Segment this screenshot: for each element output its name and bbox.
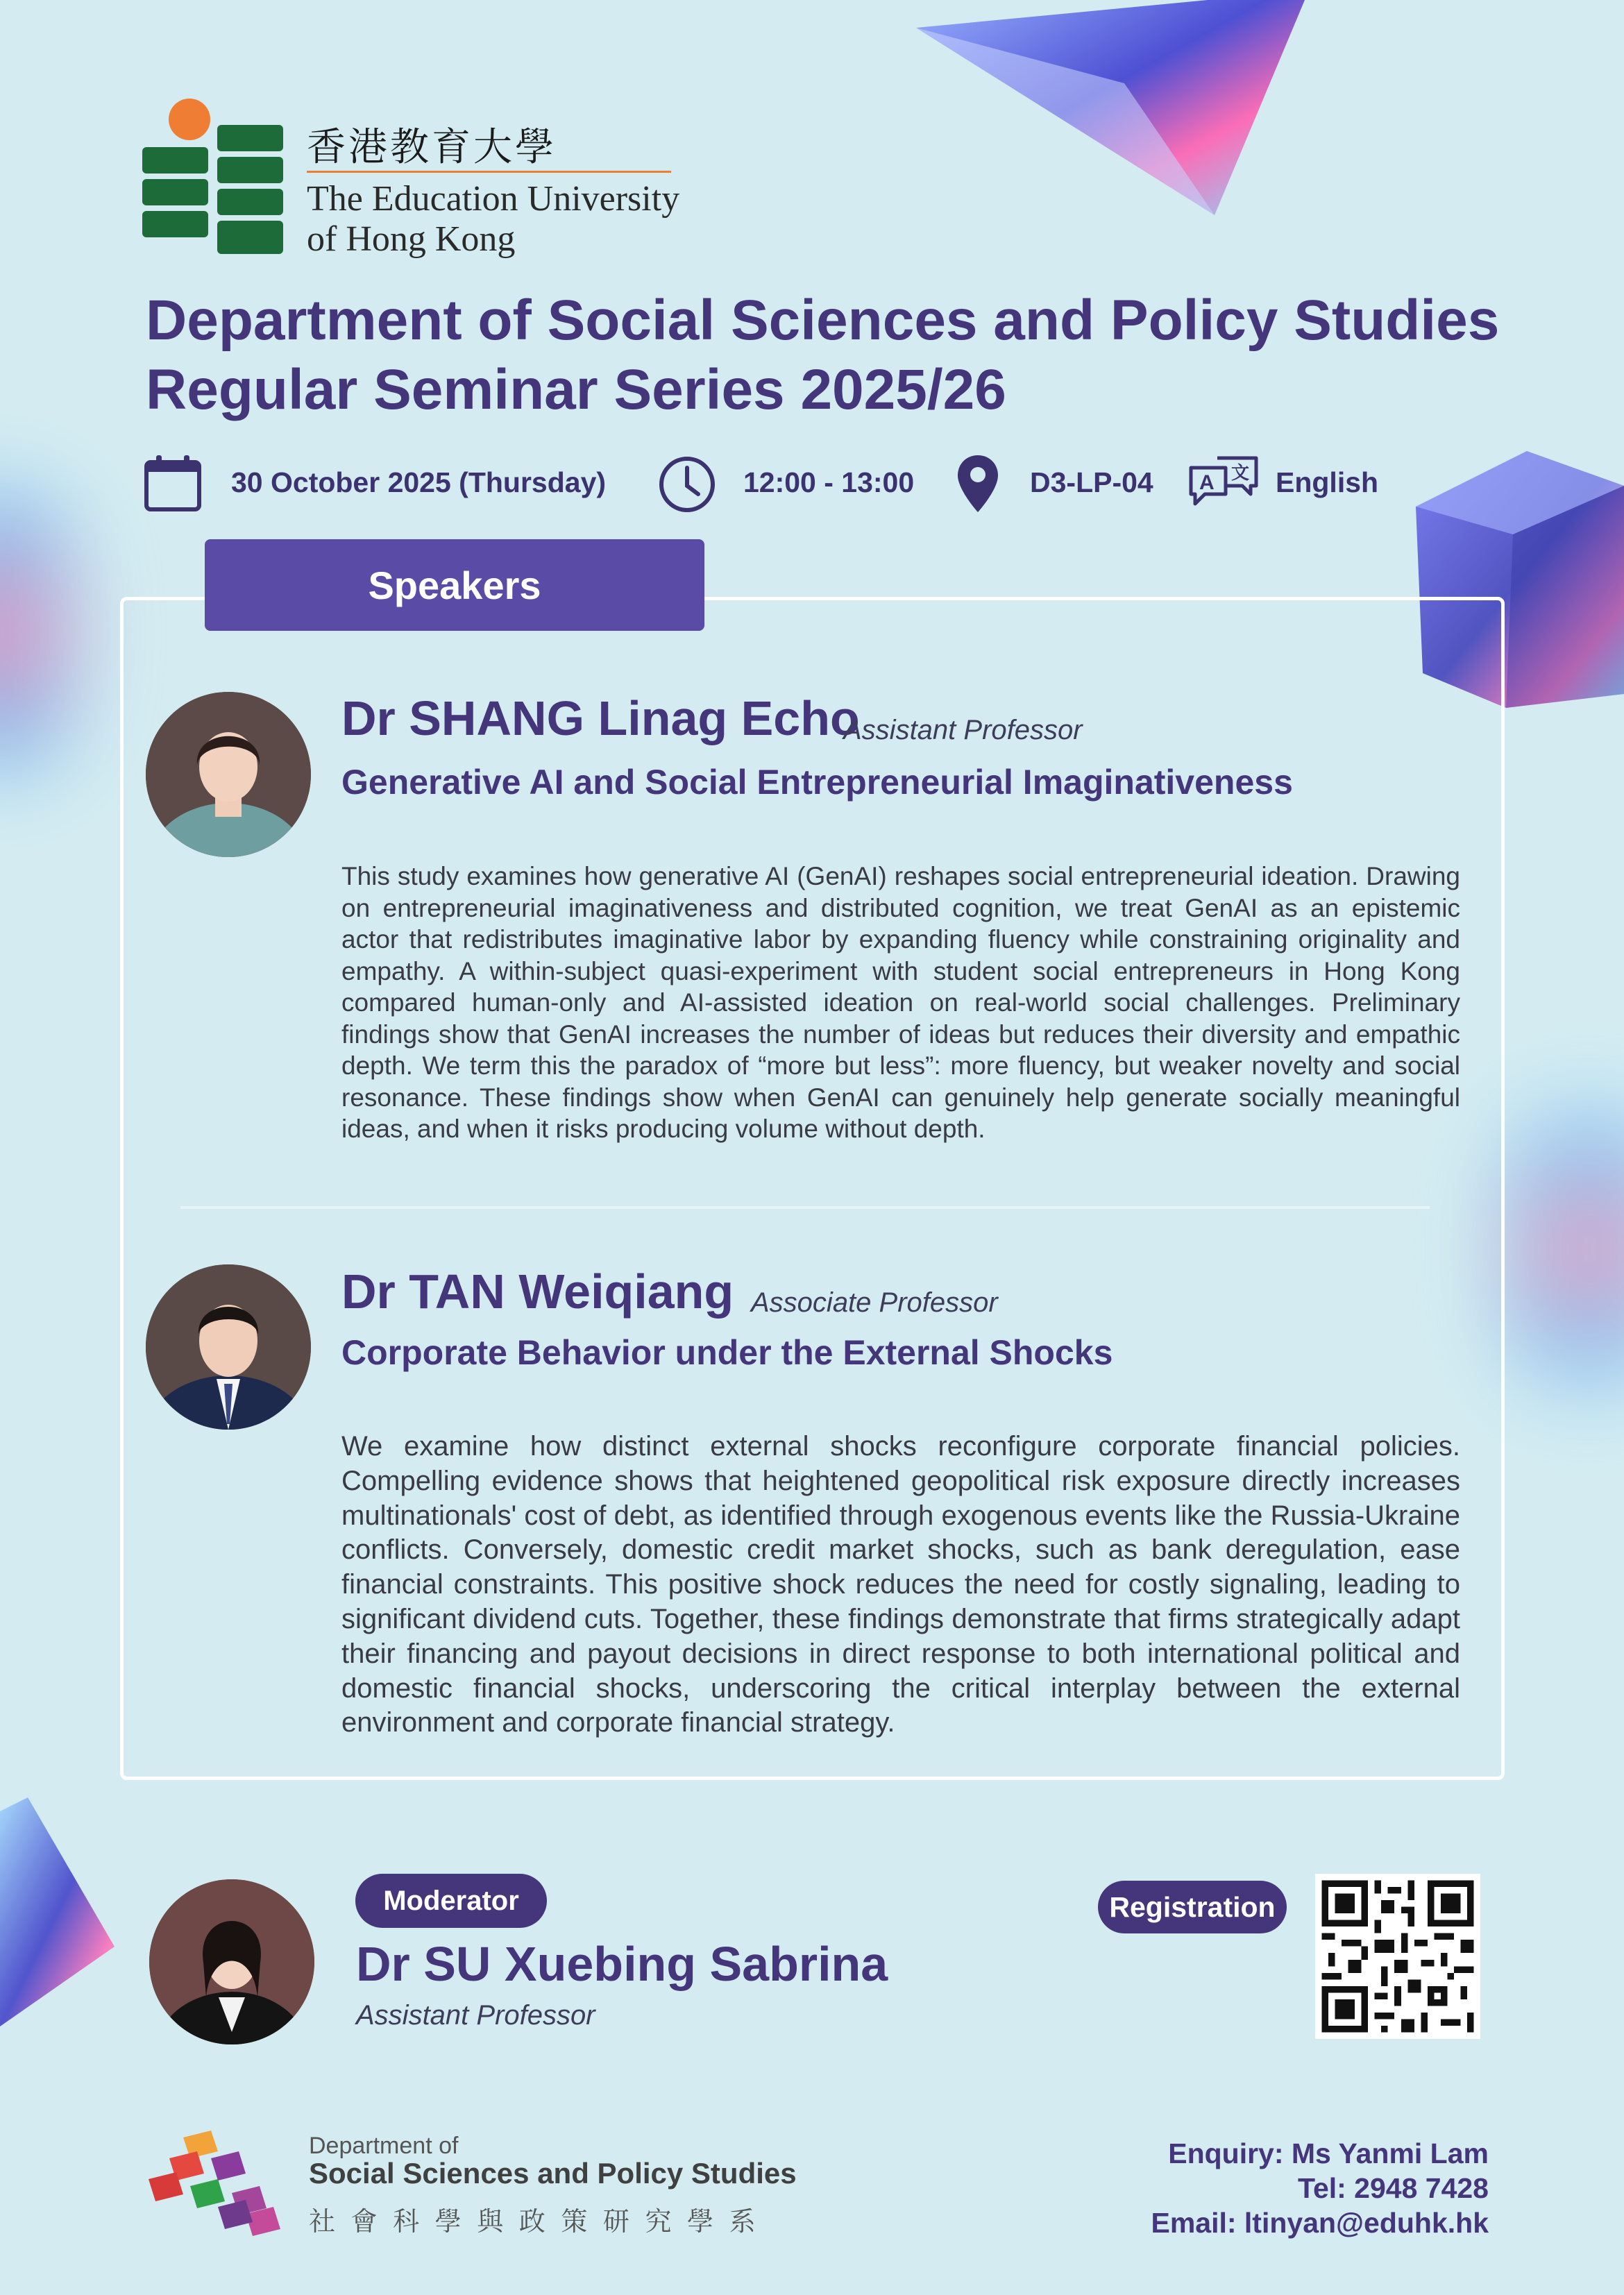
moderator-avatar [149,1879,314,2044]
speaker-1-role: Assistant Professor [843,715,1083,745]
university-name-en-line2: of Hong Kong [307,219,516,259]
decor-prism-left [0,1797,118,2026]
speakers-divider [180,1206,1430,1209]
logo-divider [307,171,671,173]
event-time: 12:00 - 13:00 [743,466,915,498]
university-name-en-line1: The Education University [307,179,680,219]
contact-email[interactable]: Email: ltinyan@eduhk.hk [1151,2207,1489,2239]
department-name-line1: Department of [309,2133,459,2159]
moderator-badge: Moderator [355,1874,547,1928]
title-line-2: Regular Seminar Series 2025/26 [146,358,1006,421]
contact-tel: Tel: 2948 7428 [1297,2172,1489,2204]
university-name-zh: 香港教育大學 [307,125,557,170]
moderator-name: Dr SU Xuebing Sabrina [356,1937,888,1991]
speaker-2-topic: Corporate Behavior under the External Shocks [341,1333,1113,1372]
decor-prism-top [916,0,1305,222]
event-venue: D3-LP-04 [1030,466,1153,498]
speaker-2-name: Dr TAN Weiqiang [341,1264,734,1319]
speakers-tab: Speakers [205,539,704,631]
contact-enquiry: Enquiry: Ms Yanmi Lam [1168,2137,1489,2169]
title-line-1: Department of Social Sciences and Policy Studies [146,289,1500,352]
speaker-1-avatar [146,692,311,857]
speaker-1-abstract: This study examines how generative AI (GenAI) reshapes social entrepreneurial ideation. Drawing on entrepreneurial imaginativeness and distributed cognition, we treat GenAI as an epistemic actor that redistributes imaginative labor by expanding fluency while constraining originality and empathy. A within-subject quasi-experiment with student social entrepreneurs in Hong Kong compared human-only and AI-assisted ideation on real-world social challenges. Preliminary findings show that GenAI increases the number of ideas but reduces their diversity and empathic depth. We term this the paradox of “more but less”: more fluency, but weaker novelty and social resonance. These findings show when GenAI can genuinely help generate socially meaningful ideas, and when it risks producing volume without depth. [341,862,1460,1143]
department-name-line2: Social Sciences and Policy Studies [309,2157,797,2190]
speaker-2-avatar [146,1264,311,1430]
university-name-en [307,179,679,260]
moderator-role: Assistant Professor [356,2000,595,2031]
page-title [146,286,1499,425]
speaker-2-abstract: We examine how distinct external shocks reconfigure corporate financial policies. Compelling evidence shows that heightened geopolitical risk exposure directly increases multinationals' cost of debt, as identified through exogenous events like the Russia-Ukraine conflicts. Conversely, domestic credit market shocks, such as bank deregulation, ease financial constraints. This positive shock reduces the need for costly signaling, leading to significant dividend cuts. Together, these findings demonstrate that firms strategically adapt their financing and payout decisions in direct response to both international political and domestic financial shocks, underscoring the critical interplay between the external environment and corporate financial strategy. [341,1431,1460,1738]
contact-info [1151,2136,1489,2240]
translate-icon [1187,454,1260,512]
eduhk-logo-icon [142,97,288,260]
svg-text:A: A [1199,471,1215,494]
event-date: 30 October 2025 (Thursday) [231,466,607,498]
decor-blur-right [1499,1069,1624,1430]
department-name-zh: 社 會 科 學 與 政 策 研 究 學 系 [309,2208,760,2237]
registration-qr-code-icon[interactable] [1315,1874,1480,2039]
speaker-1-topic: Generative AI and Social Entrepreneurial Imaginativeness [341,763,1293,802]
location-pin-icon [956,454,999,514]
registration-badge[interactable]: Registration [1098,1881,1287,1933]
calendar-icon [144,455,202,512]
speaker-1-name: Dr SHANG Linag Echo [341,691,860,745]
clock-icon [658,455,716,514]
decor-blur-left [0,451,76,812]
event-language: English [1276,466,1379,498]
department-logo-icon [149,2131,289,2242]
svg-text:文: 文 [1231,463,1250,484]
speaker-2-role: Associate Professor [751,1287,998,1318]
